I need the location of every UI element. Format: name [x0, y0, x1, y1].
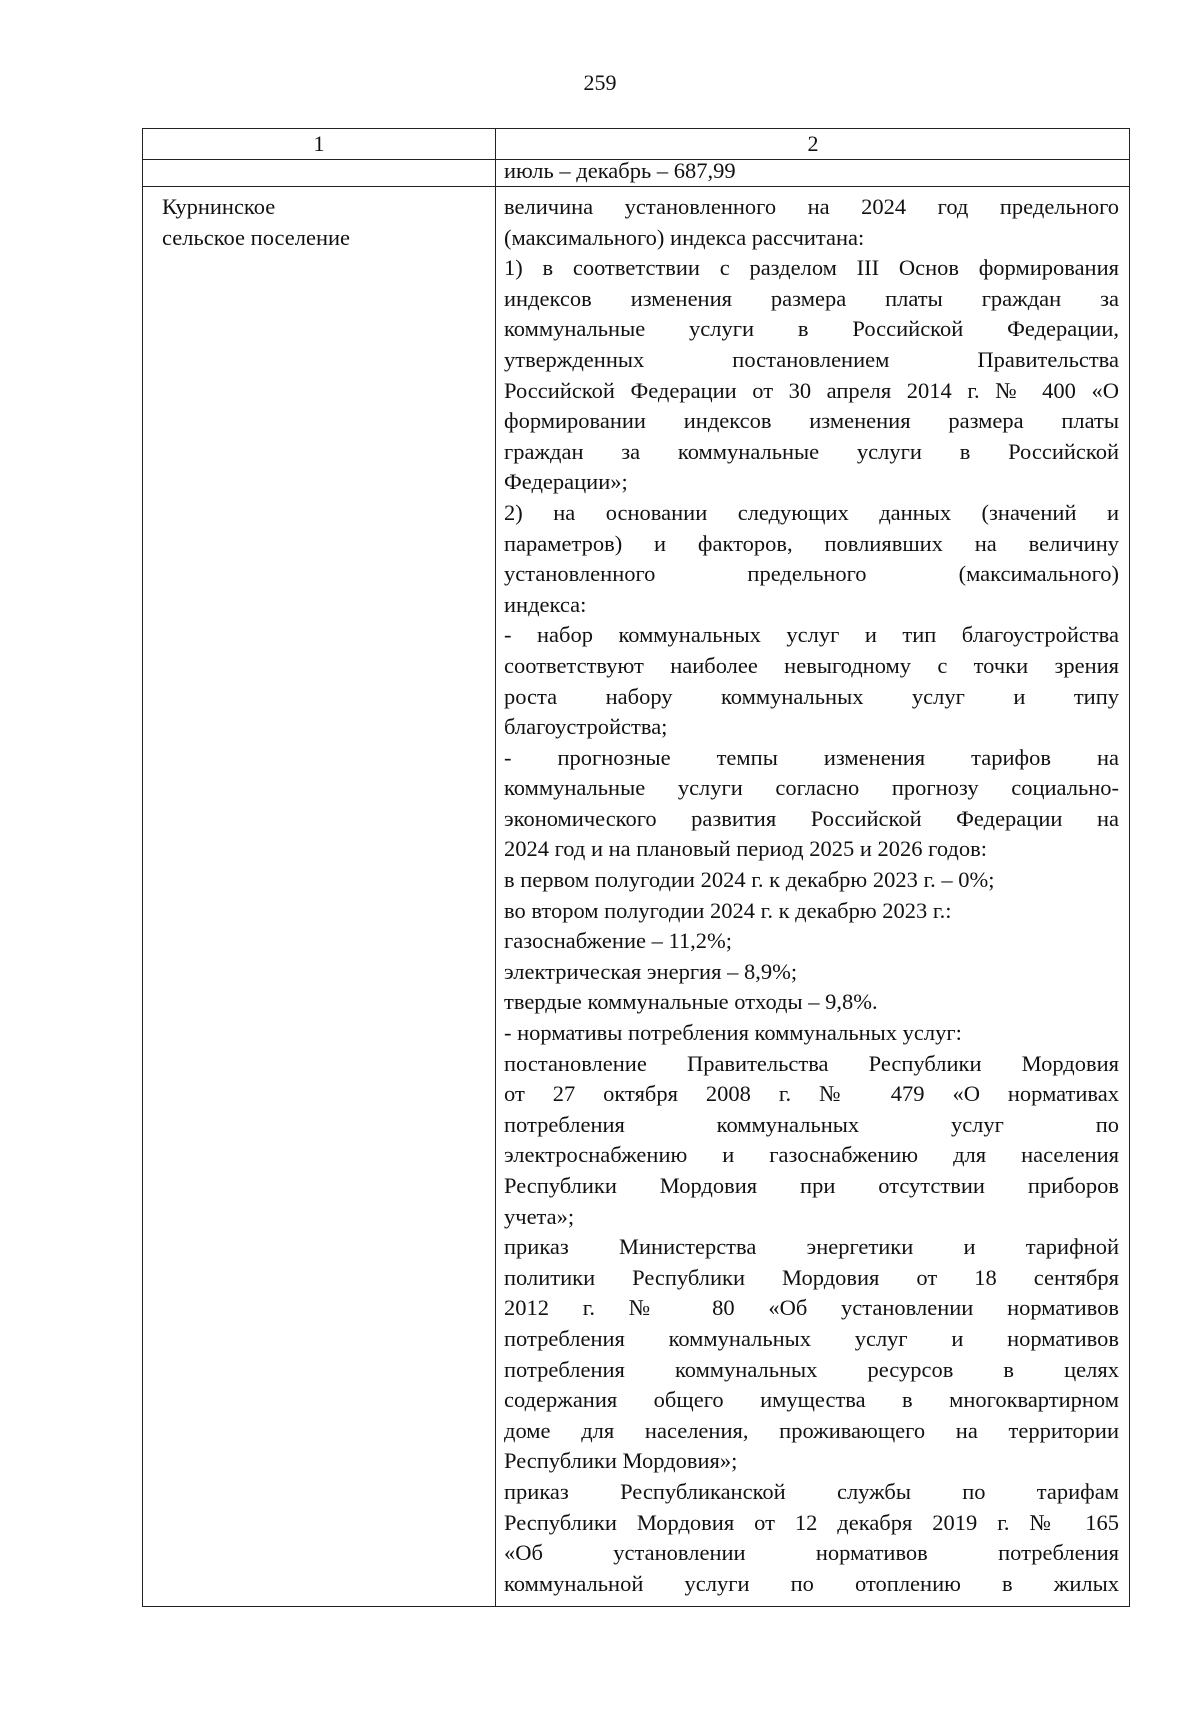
text-line: - набор коммунальных услуг и тип благоустройства: [504, 622, 1119, 648]
text-line: - прогнозные темпы изменения тарифов на: [504, 744, 1119, 770]
text-line: учета»;: [504, 1203, 575, 1229]
text-line: во втором полугодии 2024 г. к декабрю 2023 г.:: [504, 897, 952, 923]
text-line: величина установленного на 2024 год предельного: [504, 194, 1119, 219]
column-divider: [495, 129, 496, 1606]
text-line: индексов изменения размера платы граждан за: [504, 285, 1119, 311]
column-header-1: 1: [313, 131, 325, 156]
text-line: - нормативы потребления коммунальных услуг:: [504, 1020, 962, 1046]
text-line: от 27 октября 2008 г. № 479 «О нормативах: [504, 1081, 1119, 1107]
text-line: коммунальные услуги согласно прогнозу социально-: [504, 775, 1119, 801]
text-line: установленного предельного (максимального): [504, 561, 1119, 587]
text-line: потребления коммунальных ресурсов в целях: [504, 1356, 1119, 1382]
text-line: (максимального) индекса рассчитана:: [504, 224, 865, 250]
text-line: в первом полугодии 2024 г. к декабрю 2023 г. – 0%;: [504, 867, 995, 893]
text-line: граждан за коммунальные услуги в Российской: [504, 438, 1119, 464]
index-description: [504, 192, 1119, 1599]
text-line: электроснабжению и газоснабжению для населения: [504, 1142, 1119, 1168]
text-line: 2012 г. № 80 «Об установлении нормативов: [504, 1295, 1119, 1321]
text-line: «Об установлении нормативов потребления: [504, 1540, 1119, 1566]
text-line: постановление Правительства Республики Мордовия: [504, 1050, 1119, 1076]
text-line: газоснабжение – 11,2%;: [504, 928, 733, 954]
page-number: 259: [583, 70, 617, 95]
column-header-2: 2: [807, 131, 819, 156]
text-line: политики Республики Мордовия от 18 сентября: [504, 1264, 1119, 1290]
text-line: формировании индексов изменения размера платы: [504, 408, 1119, 434]
text-line: коммунальные услуги в Российской Федерации,: [504, 316, 1119, 342]
text-line: благоустройства;: [504, 714, 668, 740]
text-line: приказ Республиканской службы по тарифам: [504, 1478, 1119, 1504]
text-line: роста набору коммунальных услуг и типу: [504, 683, 1119, 709]
text-line: потребления коммунальных услуг по: [504, 1111, 1119, 1137]
text-line: 2) на основании следующих данных (значений и: [504, 499, 1119, 525]
text-line: коммунальной услуги по отоплению в жилых: [504, 1570, 1119, 1596]
text-line: параметров) и факторов, повлиявших на величину: [504, 530, 1119, 556]
text-line: 2024 год и на плановый период 2025 и 2026 годов:: [504, 836, 987, 862]
text-line: приказ Министерства энергетики и тарифной: [504, 1234, 1119, 1260]
text-line: индекса:: [504, 591, 587, 617]
settlement-name: Курнинское сельское поселение: [162, 194, 351, 250]
text-line: содержания общего имущества в многоквартирном: [504, 1387, 1119, 1413]
text-line: экономического развития Российской Федерации на: [504, 805, 1119, 831]
text-line: потребления коммунальных услуг и нормативов: [504, 1325, 1119, 1351]
text-line: соответствуют наиболее невыгодному с точки зрения: [504, 652, 1119, 678]
first-row-divider: [143, 186, 1129, 187]
text-line: утвержденных постановлением Правительства: [504, 346, 1119, 372]
first-row-text: июль – декабрь – 687,99: [504, 158, 736, 183]
text-line: Федерации»;: [504, 469, 628, 495]
text-line: электрическая энергия – 8,9%;: [504, 958, 798, 984]
text-line: Республики Мордовия»;: [504, 1448, 738, 1474]
text-line: доме для населения, проживающего на территории: [504, 1417, 1119, 1443]
text-line: твердые коммунальные отходы – 9,8%.: [504, 989, 878, 1015]
text-line: Российской Федерации от 30 апреля 2014 г. № 400 «О: [504, 377, 1119, 403]
document-table: [142, 128, 1130, 1607]
text-line: Республики Мордовия от 12 декабря 2019 г. № 165: [504, 1509, 1119, 1535]
text-line: 1) в соответствии с разделом III Основ формирования: [504, 255, 1119, 281]
text-line: Республики Мордовия при отсутствии приборов: [504, 1173, 1119, 1198]
